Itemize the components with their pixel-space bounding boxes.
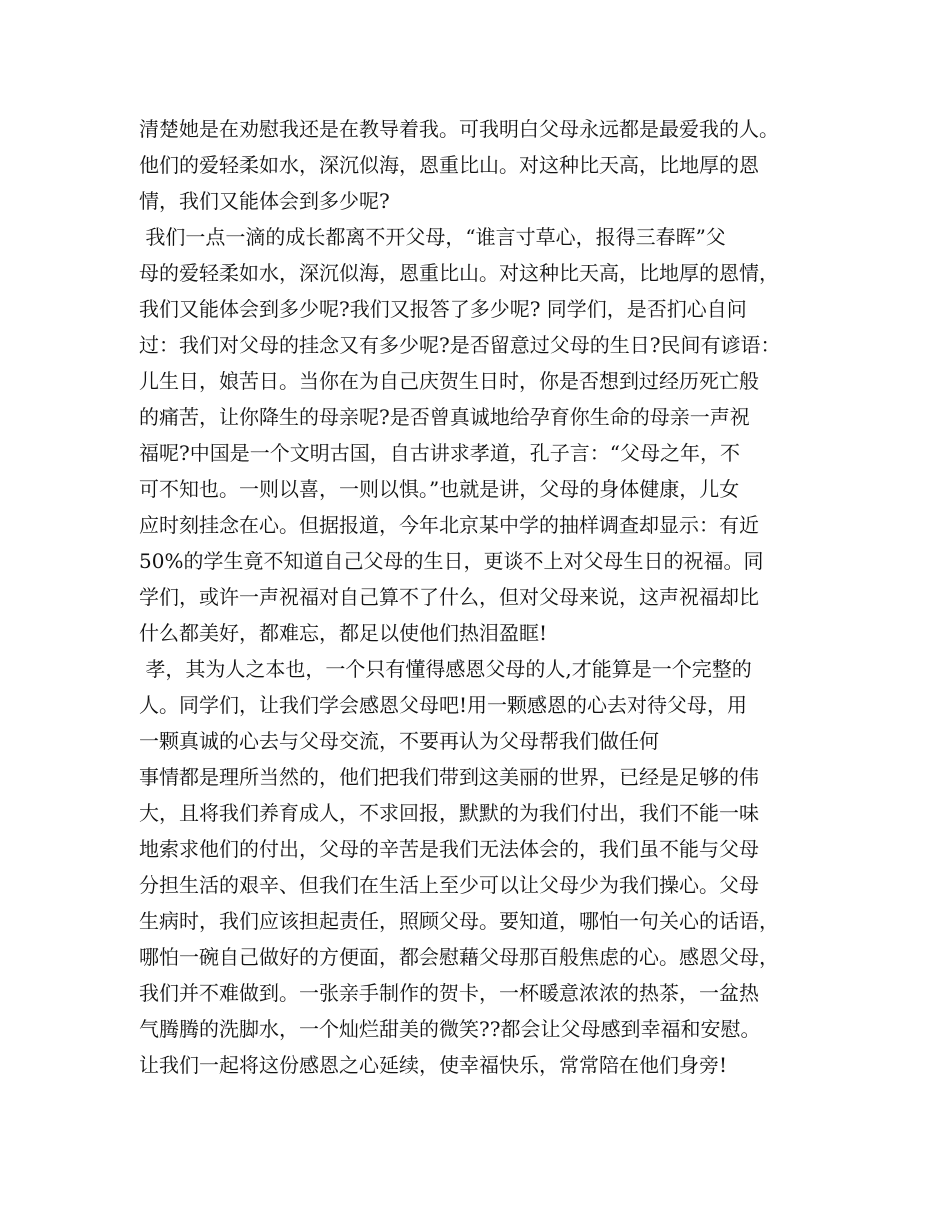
text-line: 我们并不难做到。一张亲手制作的贺卡，一杯暖意浓浓的热茶，一盆热: [139, 981, 759, 1005]
text-line: 情，我们又能体会到多少呢?: [139, 189, 390, 213]
text-line: 可不知也。一则以喜，一则以惧。”也就是讲，父母的身体健康，儿女: [139, 477, 740, 501]
text-line: 我们又能体会到多少呢?我们又报答了多少呢? 同学们，是否扪心自问: [139, 297, 747, 321]
body-text: [139, 111, 929, 1083]
text-line: 母的爱轻柔如水，深沉似海，恩重比山。对这种比天高，比地厚的恩情，: [139, 261, 779, 285]
text-line: 让我们一起将这份感恩之心延续，使幸福快乐，常常陪在他们身旁!: [139, 1053, 728, 1077]
text-line: 我们一点一滴的成长都离不开父母，“谁言寸草心，报得三春晖”父: [139, 225, 726, 249]
text-line: 孝，其为人之本也，一个只有懂得感恩父母的人,才能算是一个完整的: [139, 657, 752, 681]
text-line: 一颗真诚的心去与父母交流，不要再认为父母帮我们做任何: [139, 729, 659, 753]
text-line: 的痛苦，让你降生的母亲呢?是否曾真诚地给孕育你生命的母亲一声祝: [139, 405, 750, 429]
text-line: 气腾腾的洗脚水，一个灿烂甜美的微笑??都会让父母感到幸福和安慰。: [139, 1017, 761, 1041]
text-line: 儿生日，娘苦日。当你在为自己庆贺生日时，你是否想到过经历死亡般: [139, 369, 759, 393]
text-line: 福呢?中国是一个文明古国，自古讲求孝道，孔子言：“父母之年，不: [139, 441, 740, 465]
text-line: 过：我们对父母的挂念又有多少呢?是否留意过父母的生日?民间有谚语：: [139, 333, 781, 357]
text-line: 应时刻挂念在心。但据报道，今年北京某中学的抽样调查却显示：有近: [139, 513, 759, 537]
text-line: 清楚她是在劝慰我还是在教导着我。可我明白父母永远都是最爱我的人。: [139, 117, 779, 141]
text-line: 人。同学们，让我们学会感恩父母吧!用一颗感恩的心去对待父母，用: [139, 693, 748, 717]
text-line: 地索求他们的付出，父母的辛苦是我们无法体会的，我们虽不能与父母: [139, 837, 759, 861]
text-line: 大，且将我们养育成人，不求回报，默默的为我们付出，我们不能一味: [139, 801, 759, 825]
text-line: 生病时，我们应该担起责任，照顾父母。要知道，哪怕一句关心的话语，: [139, 909, 779, 933]
text-line: 分担生活的艰辛、但我们在生活上至少可以让父母少为我们操心。父母: [139, 873, 759, 897]
text-line: 50%的学生竟不知道自己父母的生日，更谈不上对父母生日的祝福。同: [139, 549, 764, 573]
text-line: 事情都是理所当然的，他们把我们带到这美丽的世界，已经是足够的伟: [139, 765, 759, 789]
text-line: 哪怕一碗自己做好的方便面，都会慰藉父母那百般焦虑的心。感恩父母，: [139, 945, 779, 969]
text-line: 他们的爱轻柔如水，深沉似海，恩重比山。对这种比天高，比地厚的恩: [139, 153, 759, 177]
text-line: 什么都美好，都难忘，都足以使他们热泪盈眶!: [139, 621, 548, 645]
text-line: 学们，或许一声祝福对自己算不了什么，但对父母来说，这声祝福却比: [139, 585, 759, 609]
